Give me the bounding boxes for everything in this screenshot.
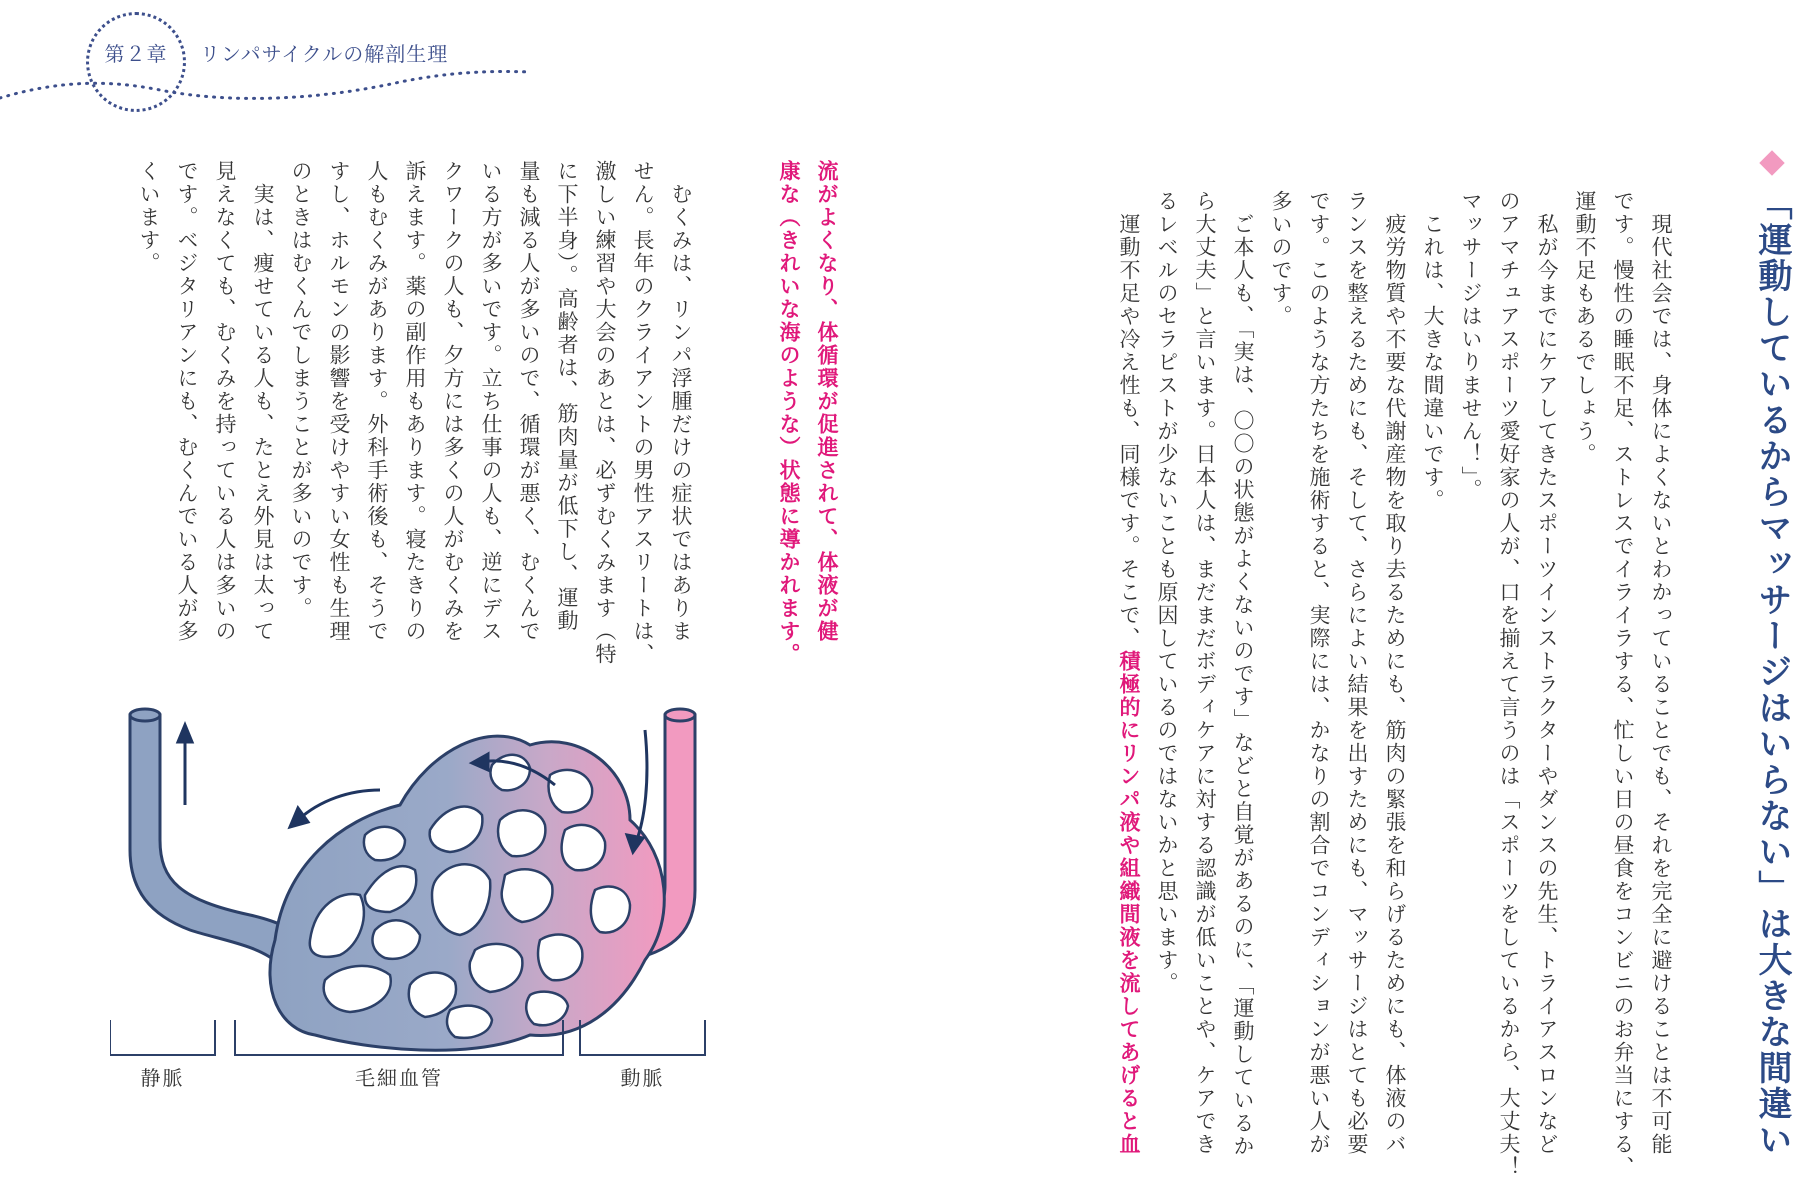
right-body-line bbox=[1300, 190, 1338, 1156]
dotted-wave-decoration bbox=[0, 60, 540, 120]
left-body-line-text: いる方が多いです。立ち仕事の人も、逆にデス bbox=[479, 160, 503, 643]
right-body-line bbox=[1604, 190, 1642, 1179]
left-body-line bbox=[624, 160, 662, 680]
left-page-body bbox=[130, 160, 700, 680]
left-page-emphasis bbox=[770, 160, 846, 680]
bracket-vein bbox=[110, 1020, 215, 1055]
right-body-line-text: 疲労物質や不要な代謝産物を取り去るためにも、筋肉の緊張を和らげるためにも、体液のバ bbox=[1383, 190, 1407, 1156]
label-vein: 静脈 bbox=[140, 1066, 185, 1090]
right-body-line bbox=[1528, 190, 1566, 1156]
left-body-line bbox=[244, 160, 282, 680]
right-body-line bbox=[1642, 190, 1680, 1156]
right-body-emphasis: 積極的にリンパ液や組織間液を流してあげると血 bbox=[1117, 650, 1141, 1156]
left-body-line bbox=[206, 160, 244, 680]
chapter-label: 第２章 bbox=[104, 42, 168, 66]
section-heading bbox=[1752, 150, 1792, 1158]
heading-text: 「運動しているからマッサージはいらない」は大きな間違い bbox=[1752, 186, 1792, 1158]
left-body-line-text: 人もむくみがあります。外科手術後も、そうで bbox=[365, 160, 389, 643]
left-body-line-text: せん。長年のクライアントの男性アスリートは、 bbox=[631, 160, 655, 666]
vein-vessel bbox=[130, 715, 300, 965]
right-body-line-text: 運動不足もあるでしょう。 bbox=[1573, 190, 1597, 466]
left-body-line-text: 実は、痩せている人も、たとえ外見は太って bbox=[251, 160, 275, 643]
left-body-line-text: に下半身）。高齢者は、筋肉量が低下し、運動 bbox=[555, 160, 579, 633]
right-body-line bbox=[1414, 190, 1452, 1150]
right-body-line bbox=[1186, 190, 1224, 1156]
right-body-line bbox=[1490, 190, 1528, 1179]
bracket-artery bbox=[580, 1020, 705, 1055]
right-body-line bbox=[1262, 190, 1300, 1150]
left-body-line bbox=[130, 160, 168, 680]
right-body-line-text: です。このような方たちを施術すると、実際には、かなりの割合でコンディションが悪い人が bbox=[1307, 190, 1331, 1156]
right-body-line-text: 多いのです。 bbox=[1269, 190, 1293, 328]
left-body-line bbox=[396, 160, 434, 680]
left-body-line bbox=[662, 160, 700, 680]
right-body-line bbox=[1110, 190, 1148, 1156]
right-body-line-text: るレベルのセラピストが少ないことも原因しているのではないかと思います。 bbox=[1155, 190, 1179, 995]
chapter-title: リンパサイクルの解剖生理 bbox=[200, 42, 449, 66]
left-body-line bbox=[548, 160, 586, 680]
right-body-line bbox=[1566, 190, 1604, 1150]
left-body-line bbox=[586, 160, 624, 680]
right-body-line-text: これは、大きな間違いです。 bbox=[1421, 190, 1445, 512]
right-body-line-text: ら大丈夫」と言います。日本人は、まだまだボディケアに対する認識が低いことや、ケアでき bbox=[1193, 190, 1217, 1156]
diamond-icon bbox=[1759, 150, 1784, 175]
right-page-body bbox=[1110, 190, 1680, 1179]
right-body-line bbox=[1148, 190, 1186, 1150]
right-body-line-text: ご本人も、「実は、〇〇の状態がよくないのです」などと自覚があるのに、「運動しているか bbox=[1231, 190, 1255, 1158]
left-body-line-text: むくみは、リンパ浮腫だけの症状ではありま bbox=[669, 160, 693, 643]
left-body-line-text: 見えなくても、むくみを持っている人は多いの bbox=[213, 160, 237, 643]
right-body-line-text: 現代社会では、身体によくないとわかっていることでも、それを完全に避けることは不可能 bbox=[1649, 190, 1673, 1156]
right-body-line-text: ランスを整えるためにも、そして、さらによい結果を出すためにも、マッサージはとても必要 bbox=[1345, 190, 1369, 1156]
left-body-line bbox=[472, 160, 510, 680]
right-body-line-text: です。慢性の睡眠不足、ストレスでイライラする、忙しい日の昼食をコンビニのお弁当にする、 bbox=[1611, 190, 1635, 1179]
left-body-line bbox=[434, 160, 472, 680]
label-artery: 動脈 bbox=[620, 1066, 665, 1090]
left-pink-line-text: 康な（きれいな海のような）状態に導かれます。 bbox=[777, 160, 801, 666]
capillary-diagram bbox=[110, 690, 830, 1130]
right-body-line bbox=[1376, 190, 1414, 1156]
left-pink-line bbox=[770, 160, 808, 680]
left-body-line-text: すし、ホルモンの影響を受けやすい女性も生理 bbox=[327, 160, 351, 643]
left-body-line-text: 激しい練習や大会のあとは、必ずむくみます（特 bbox=[593, 160, 617, 666]
left-body-line-text: くいます。 bbox=[137, 160, 161, 275]
left-body-line bbox=[510, 160, 548, 680]
left-body-line bbox=[320, 160, 358, 680]
right-body-line bbox=[1452, 190, 1490, 1150]
left-body-line-text: のときはむくんでしまうことが多いのです。 bbox=[289, 160, 313, 620]
left-body-line bbox=[168, 160, 206, 680]
right-body-line bbox=[1338, 190, 1376, 1156]
right-body-line-text: 運動不足や冷え性も、同様です。そこで、 bbox=[1117, 190, 1141, 650]
left-body-line bbox=[282, 160, 320, 680]
left-body-line-text: クワークの人も、夕方には多くの人がむくみを bbox=[441, 160, 465, 643]
left-body-line bbox=[358, 160, 396, 680]
left-pink-line-text: 流がよくなり、体循環が促進されて、体液が健 bbox=[815, 160, 839, 643]
left-body-line-text: 訴えます。薬の副作用もあります。寝たきりの bbox=[403, 160, 427, 643]
right-body-line-text: 私が今までにケアしてきたスポーツインストラクターやダンスの先生、トライアスロンなど bbox=[1535, 190, 1559, 1156]
right-body-line-text: マッサージはいりません！」。 bbox=[1459, 190, 1483, 502]
left-body-line-text: です。ベジタリアンにも、むくんでいる人が多 bbox=[175, 160, 199, 643]
left-pink-line bbox=[808, 160, 846, 680]
right-body-line bbox=[1224, 190, 1262, 1158]
right-body-line-text: のアマチュアスポーツ愛好家の人が、口を揃えて言うのは「スポーツをしているから、大丈夫！ bbox=[1497, 190, 1521, 1179]
label-capillary: 毛細血管 bbox=[355, 1066, 443, 1090]
left-body-line-text: 量も減る人が多いので、循環が悪く、むくんで bbox=[517, 160, 541, 643]
